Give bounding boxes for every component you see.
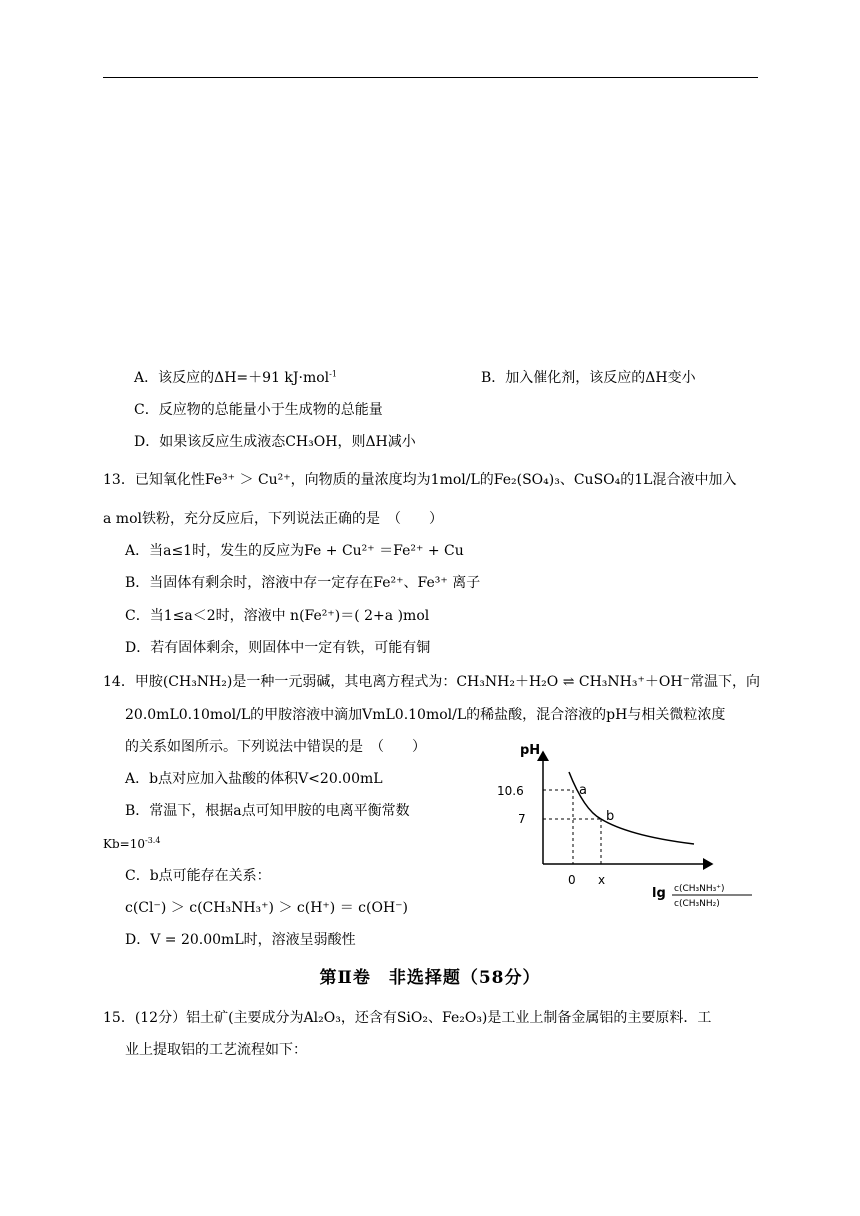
q14-option-b-constant: $Kb=10^{-3.4}$	[103, 836, 161, 851]
point-label-a: a	[579, 783, 587, 798]
xtick-label-0: 0	[568, 873, 576, 887]
ytick-label-7: 7	[518, 812, 526, 826]
x-axis-label-numerator: c(CH₃NH₃⁺)	[674, 884, 725, 894]
ytick-label-10-6: 10.6	[497, 784, 524, 798]
q13-option-a: A．当a≤1时，发生的反应为Fe + Cu²⁺ ＝Fe²⁺ + Cu	[125, 543, 464, 559]
q14-stem-line1: 14．甲胺(CH₃NH₂)是一种一元弱碱，其电离方程式为：CH₃NH₂＋H₂O ⇌ CH₃NH₃⁺＋OH⁻常温下，向	[103, 674, 760, 690]
q12-option-c: C．反应物的总能量小于生成物的总能量	[134, 402, 383, 418]
ph-curve	[569, 772, 694, 844]
q15-line1: 15．(12分）铝土矿(主要成分为Al₂O₃，还含有SiO₂、Fe₂O₃)是工业上制备金属铝的主要原料．工	[103, 1010, 712, 1026]
q13-stem-line2: a mol铁粉，充分反应后，下列说法正确的是 （ ）	[103, 511, 443, 527]
section-title: 第Ⅱ卷 非选择题（58分）	[319, 968, 541, 988]
x-axis-label-lg: lg	[652, 886, 666, 901]
q14-option-c: C．b点可能存在关系：	[125, 868, 271, 884]
xtick-label-x: x	[598, 873, 606, 887]
q12-option-b: B．加入催化剂，该反应的ΔH变小	[481, 370, 696, 386]
ph-figure	[484, 740, 774, 915]
q14-option-d: D．V = 20.00mL时，溶液呈弱酸性	[125, 932, 356, 948]
q14-stem-line3: 的关系如图所示。下列说法中错误的是 （ ）	[125, 739, 426, 755]
ph-chart-svg	[484, 740, 774, 915]
q14-option-b: B．常温下，根据a点可知甲胺的电离平衡常数	[125, 803, 410, 819]
q13-option-c: C．当1≤a＜2时，溶液中 n(Fe²⁺)＝( 2+a )mol	[125, 608, 430, 624]
q14-option-c-relation: c(Cl⁻) ＞ c(CH₃NH₃⁺) ＞ c(H⁺) ＝ c(OH⁻)	[125, 900, 409, 916]
q13-option-d: D．若有固体剩余，则固体中一定有铁，可能有铜	[125, 640, 431, 656]
x-axis-label-denominator: c(CH₃NH₂)	[674, 899, 720, 909]
header-rule	[103, 77, 758, 78]
q15-line2: 业上提取铝的工艺流程如下：	[125, 1042, 307, 1058]
y-axis-label: pH	[520, 743, 541, 758]
q14-option-a: A．b点对应加入盐酸的体积V<20.00mL	[125, 771, 383, 787]
q13-stem-line1: 13．已知氧化性Fe³⁺ ＞ Cu²⁺，向物质的量浓度均为1mol/L的Fe₂(SO₄)₃、CuSO₄的1L混合液中加入	[103, 472, 737, 488]
q12-option-a: A．该反应的ΔH=＋91 kJ·mol$^{-1}$	[134, 369, 337, 386]
q13-option-b: B．当固体有剩余时，溶液中存一定存在Fe²⁺、Fe³⁺ 离子	[125, 575, 481, 591]
point-label-b: b	[606, 809, 615, 824]
q12-option-d: D．如果该反应生成液态CH₃OH，则ΔH减小	[134, 434, 416, 450]
q14-stem-line2: 20.0mL0.10mol/L的甲胺溶液中滴加VmL0.10mol/L的稀盐酸，混合溶液的pH与相关微粒浓度	[125, 707, 726, 723]
